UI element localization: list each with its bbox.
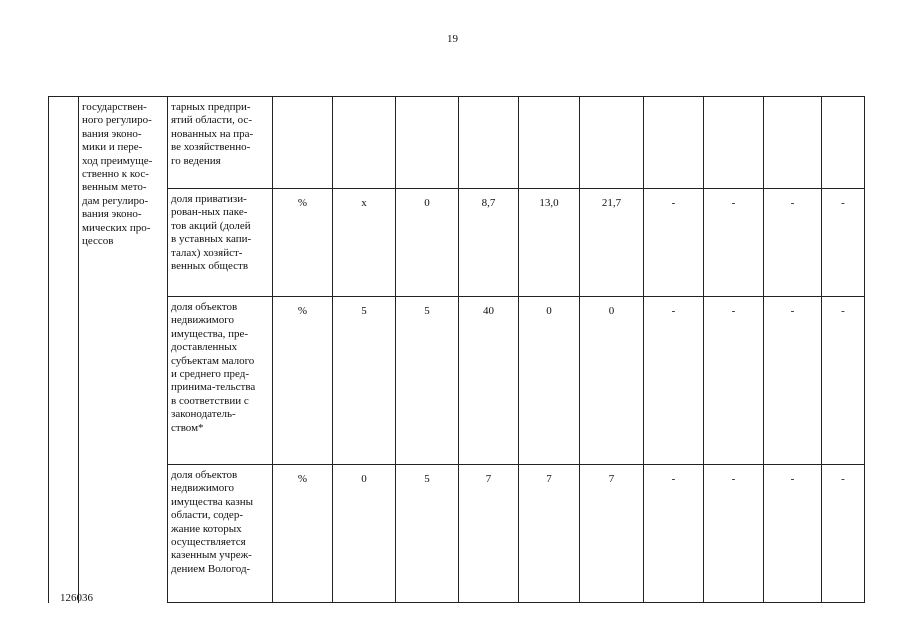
value-cell <box>822 97 865 189</box>
value-cell <box>333 97 396 189</box>
table-row <box>49 189 865 297</box>
value-cell <box>644 97 704 189</box>
value-cell: 7 <box>519 465 580 603</box>
unit-cell: % <box>273 189 333 297</box>
value-cell: - <box>764 189 822 297</box>
value-cell: 0 <box>396 189 459 297</box>
table-row <box>49 465 865 603</box>
value-cell: 5 <box>396 465 459 603</box>
indicators-table <box>48 96 865 603</box>
unit-cell: % <box>273 465 333 603</box>
value-cell: - <box>644 297 704 465</box>
value-cell: 5 <box>396 297 459 465</box>
indicator-cell: доля приватизи- рован-ных паке- тов акций (долей в уставных капи- талах) хозяйст- венных обществ <box>168 189 273 297</box>
value-cell: 0 <box>333 465 396 603</box>
table-row <box>49 97 865 189</box>
value-cell: - <box>764 465 822 603</box>
value-cell: 7 <box>580 465 644 603</box>
value-cell: - <box>822 297 865 465</box>
value-cell: 0 <box>519 297 580 465</box>
value-cell: - <box>822 465 865 603</box>
value-cell: - <box>704 465 764 603</box>
value-cell: 21,7 <box>580 189 644 297</box>
value-cell: - <box>644 189 704 297</box>
value-cell <box>519 97 580 189</box>
number-cell <box>49 97 79 603</box>
page-number: 19 <box>447 33 458 45</box>
value-cell: - <box>764 297 822 465</box>
unit-cell: % <box>273 297 333 465</box>
value-cell: 13,0 <box>519 189 580 297</box>
value-cell: 8,7 <box>459 189 519 297</box>
unit-cell <box>273 97 333 189</box>
value-cell <box>764 97 822 189</box>
value-cell <box>396 97 459 189</box>
indicator-cell: тарных предпри- ятий области, ос- нованных на пра- ве хозяйственно- го ведения <box>168 97 273 189</box>
indicator-cell: доля объектов недвижимого имущества казны области, содер- жание которых осуществляется казенным учреж- дением Вологод- <box>168 465 273 603</box>
value-cell: - <box>704 297 764 465</box>
value-cell: - <box>644 465 704 603</box>
value-cell: х <box>333 189 396 297</box>
value-cell: 40 <box>459 297 519 465</box>
indicator-cell: доля объектов недвижимого имущества, пре- доставленных субъектам малого и среднего пред- принима-тельства в соответствии с законодатель- ством* <box>168 297 273 465</box>
value-cell: 7 <box>459 465 519 603</box>
goal-text: государствен- ного регулиро- вания эконо- мики и пере- ход преимуще- ственно к кос- венным мето- дам регулиро- вания эконо- мических про- цессов <box>82 101 153 248</box>
value-cell <box>459 97 519 189</box>
value-cell: - <box>704 189 764 297</box>
table-row <box>49 297 865 465</box>
value-cell: 0 <box>580 297 644 465</box>
goal-cell <box>79 97 168 603</box>
value-cell <box>704 97 764 189</box>
value-cell: 5 <box>333 297 396 465</box>
value-cell <box>580 97 644 189</box>
document-code: 126036 <box>60 592 93 604</box>
value-cell: - <box>822 189 865 297</box>
